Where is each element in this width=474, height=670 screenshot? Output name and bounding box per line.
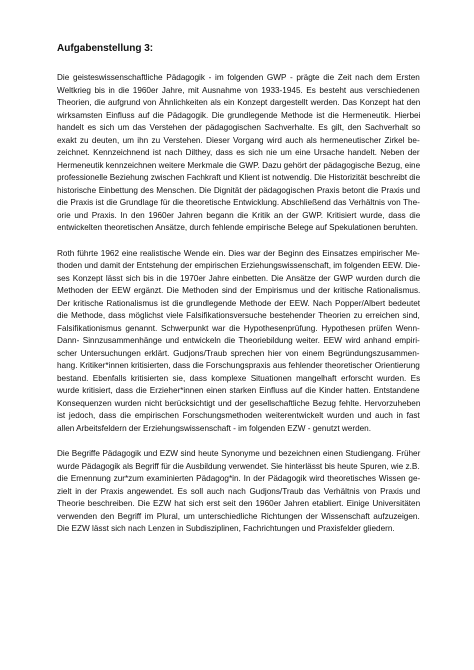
text-line: zeichnet. Kennzeichnend ist nach Dilthey, dass es sich nie um eine Ursache handelt. Neben der <box>57 148 420 157</box>
body-paragraph <box>57 248 420 436</box>
text-line: Falsifikationismus genannt. Schwerpunkt war die Hypothesenprüfung. Hypothesen prüfen Wenn- <box>57 323 420 333</box>
text-line: handelt es sich um das Verstehen der pädagogischen Sachverhalte. Es gilt, den Sachverhalt so <box>57 123 421 132</box>
text-line: verwenden den Begriff im Plural, um unterschiedliche Richtungen der Wissenschaft aufzuzeigen. <box>57 511 420 521</box>
text-line: thoden und damit der Entstehung der empirischen Erziehungswissenschaft, im folgenden EEW. Die- <box>57 261 421 270</box>
body-paragraph <box>57 448 420 536</box>
text-line: Die Begriffe Pädagogik und EZW sind heute Synonyme und bezeichnen einen Studiengang. Früher <box>57 449 421 458</box>
text-line: die Ernennung zur*zum examinierten Pädagog*in. In der Pädagogik wird theoretisches Wissen ge- <box>57 474 421 483</box>
text-line: bestand. Ebenfalls kritisierten sie, dass komplexe Situationen mangelhaft erforscht wurden. Es <box>57 373 421 383</box>
text-line: Theorien, die aufgrund von Ähnlichkeiten als ein Konzept dargestellt werden. Das Konzept hat den <box>57 98 421 107</box>
text-line: scher Untersuchungen erklärt. Gudjons/Traub sprechen hier von einem Begründungszusammen- <box>57 348 420 358</box>
text-line: zielt in der Praxis angewendet. Es soll auch nach Gudjons/Traub das Verhältnis von Praxis und <box>57 486 421 496</box>
text-line: Dann- Sinnzusammenhänge und entwickeln die Theoriebildung weiter. EEW wird anhand empiri- <box>57 336 420 345</box>
document-body <box>57 72 420 536</box>
text-line: wurde Pädagogik als Begriff für die Ausbildung verwendet. Sie hinterlässt bis heute Spuren, wie z.B. <box>57 461 420 471</box>
text-line: Theorie beschreiben. Die EZW hat sich erst seit den 1960er Jahren etabliert. Einige Universitäten <box>57 499 421 508</box>
text-line: die Praxis ist die Grundlage für die theoretische Entwicklung. Abschließend das Verhältnis von The- <box>57 198 420 207</box>
text-line: entwickelten theoretischen Ansätze, durch fehlende empirische Belege auf Spekulationen beruhten. <box>57 223 418 232</box>
text-line: Methoden der EEW ergänzt. Die Methoden sind der Empirismus und der kritische Rationalismus. <box>57 286 421 295</box>
text-line: allen Arbeitsfeldern der Erziehungswissenschaft - im folgenden EZW - genutzt werden. <box>57 423 372 433</box>
text-line: professionelle Beziehung zwischen Fachkraft und Klient ist notwendig. Die Historizität beschreibt die <box>57 173 421 182</box>
text-line: orie und Praxis. In den 1960er Jahren begann die Kritik an der GWP. Kritisiert wurde, dass die <box>57 210 421 220</box>
text-line: Konsequenzen wurden nicht berücksichtigt und der gesellschaftliche Bezug fehlte. Hervorzuheben <box>57 398 421 408</box>
text-line: wurde kritisiert, dass die Erzieher*innen einen starken Einfluss auf die Kinder hatten. Entstandene <box>57 386 420 395</box>
text-line: Hermeneutik kennzeichnen weitere Merkmale die GWP. Dazu gehört der pädagogische Bezug, eine <box>57 160 421 170</box>
text-line: wirksamsten Einfluss auf die Pädagogik. Die grundlegende Methode ist die Hermeneutik. Hierbei <box>57 110 421 120</box>
text-line: hang. Kritiker*innen kritisierten, dass die Forschungspraxis aus fehlender theoretischer Orientierung <box>57 361 420 370</box>
text-line: Der kritische Rationalismus ist die grundlegende Methode der EEW. Nach Popper/Albert bedeutet <box>57 298 421 308</box>
text-line: historische Einbettung des Menschen. Die Dignität der pädagogischen Praxis betont die Praxis und <box>57 185 421 195</box>
text-line: Weltkrieg bis in die 1960er Jahre, mit Ausnahme von 1933-1945. Es besteht aus verschiedenen <box>57 85 420 95</box>
text-line: ist jedoch, dass die empirischen Forschungsmethoden weiterentwickelt wurden und auch in fast <box>57 411 420 420</box>
text-line: Die EZW lässt sich nach Lenzen in Subdisziplinen, Fachrichtungen und Praxisfelder gliedern. <box>57 524 395 533</box>
text-line: Die geisteswissenschaftliche Pädagogik - im folgenden GWP - prägte die Zeit nach dem Ersten <box>57 73 420 82</box>
document-heading: Aufgabenstellung 3: <box>57 43 154 54</box>
text-line: exakt zu deuten, um ihn zu Verstehen. Dieser Vorgang wird auch als hermeneutischer Zirkel be- <box>57 135 420 145</box>
body-paragraph <box>57 72 420 235</box>
text-line: ses Konzept lässt sich bis in die 1970er Jahre einbetten. Die Ansätze der GWP wurden durch die <box>57 273 421 283</box>
text-line: die Methode, dass möglichst viele Falsifikationsversuche bestehender Theorien zu erreichen sind, <box>57 311 420 320</box>
text-line: Roth führte 1962 eine realistische Wende ein. Dies war der Beginn des Einsatzes empirischer Me- <box>57 248 420 258</box>
